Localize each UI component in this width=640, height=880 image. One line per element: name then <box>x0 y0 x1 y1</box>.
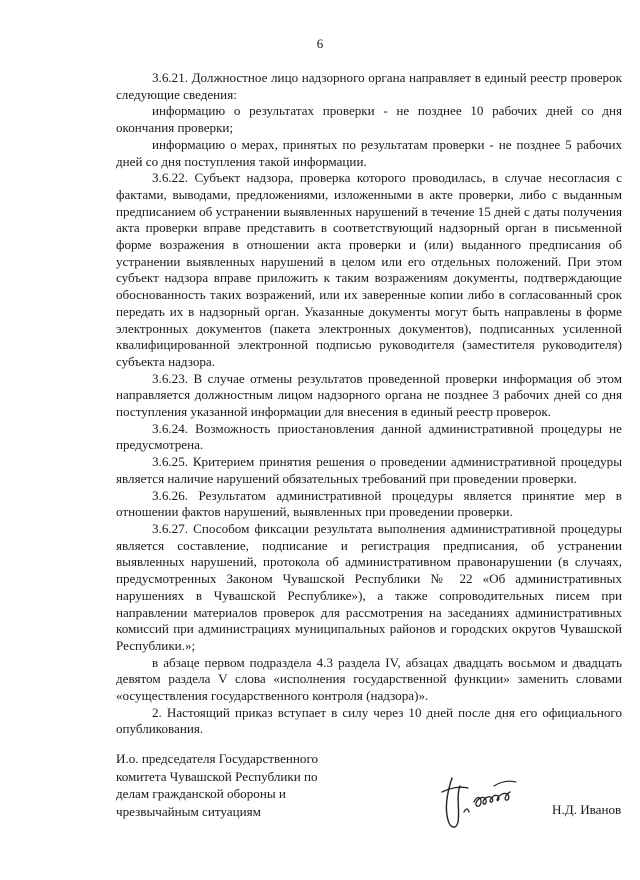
paragraph-3-6-21-item-1: информацию о результатах проверки - не позднее 10 рабочих дней со дня окончания проверки; <box>116 103 622 136</box>
paragraph-3-6-27: 3.6.27. Способом фиксации результата выполнения административной процедуры является составление, подписание и регистрация предписания, об устранении выявленных нарушений, протокола об административном правонарушении (в случаях, предусмотренных Законом Чувашской Республики № 22 «Об административных нарушениях в Чувашской Республике»), а также сопроводительных писем при направлении материалов проверок для рассмотрения на заседаниях административных комиссий при администрациях муниципальных районов и городских округов Чувашской Республики.»; <box>116 520 622 653</box>
signer-title: И.о. председателя Государственного комитета Чувашской Республики по делам гражданской обороны и чрезвычайным ситуациям <box>116 751 319 819</box>
paragraph-3-6-23: 3.6.23. В случае отмены результатов проведенной проверки информация об этом направляется должностным лицом надзорного органа не позднее 3 рабочих дней со дня поступления указанной информации для внесения в единый реестр проверок. <box>116 370 622 420</box>
paragraph-3-6-21: 3.6.21. Должностное лицо надзорного органа направляет в единый реестр проверок следующие сведения: <box>116 70 622 102</box>
paragraph-3-6-21-item-2: информацию о мерах, принятых по результатам проверки - не позднее 5 рабочих дней со дня поступления такой информации. <box>116 136 622 169</box>
paragraph-3-6-22: 3.6.22. Субъект надзора, проверка которого проводилась, в случае несогласия с фактами, выводами, предложениями, изложенными в акте проверки, либо с выданным предписанием об устранении выявленных нарушений в течение 15 дней с даты получения акта проверки вправе представить в соответствующий надзорный орган в письменной форме возражения в отношении акта проверки и (или) выданного предписания об устранении выявленных нарушений в целом или его отдельных положений. При этом субъект надзора вправе приложить к таким возражениям документы, подтверждающие обоснованность таких возражений, или их заверенные копии либо в согласованный срок передать их в надзорный орган. Указанные документы могут быть направлены в форме электронных документов (пакета электронных документов), подписанных усиленной квалифицированной электронной подписью руководителя (заместителя руководителя) субъекта надзора. <box>116 170 622 369</box>
paragraph-3-6-24: 3.6.24. Возможность приостановления данной административной процедуры не предусмотрена. <box>116 420 622 453</box>
handwritten-signature <box>434 772 534 836</box>
page-number: 6 <box>316 36 324 51</box>
signer-name: Н.Д. Иванов <box>552 802 622 817</box>
signature-block <box>116 750 622 840</box>
paragraph-amendment: в абзаце первом подраздела 4.3 раздела IV, абзацах двадцать восьмом и двадцать девятом раздела V слова «исполнения государственной функции» заменить словами «осуществления государственного контроля (надзора)». <box>116 654 622 704</box>
document-body <box>116 70 622 738</box>
paragraph-3-6-26: 3.6.26. Результатом административной процедуры является принятие мер в отношении фактов нарушений, выявленных при проведении проверки. <box>116 487 622 520</box>
paragraph-3-6-25: 3.6.25. Критерием принятия решения о проведении административной процедуры является наличие нарушений обязательных требований при проведении проверки. <box>116 454 622 486</box>
paragraph-effective-date: 2. Настоящий приказ вступает в силу через 10 дней после дня его официального опубликования. <box>116 704 622 737</box>
